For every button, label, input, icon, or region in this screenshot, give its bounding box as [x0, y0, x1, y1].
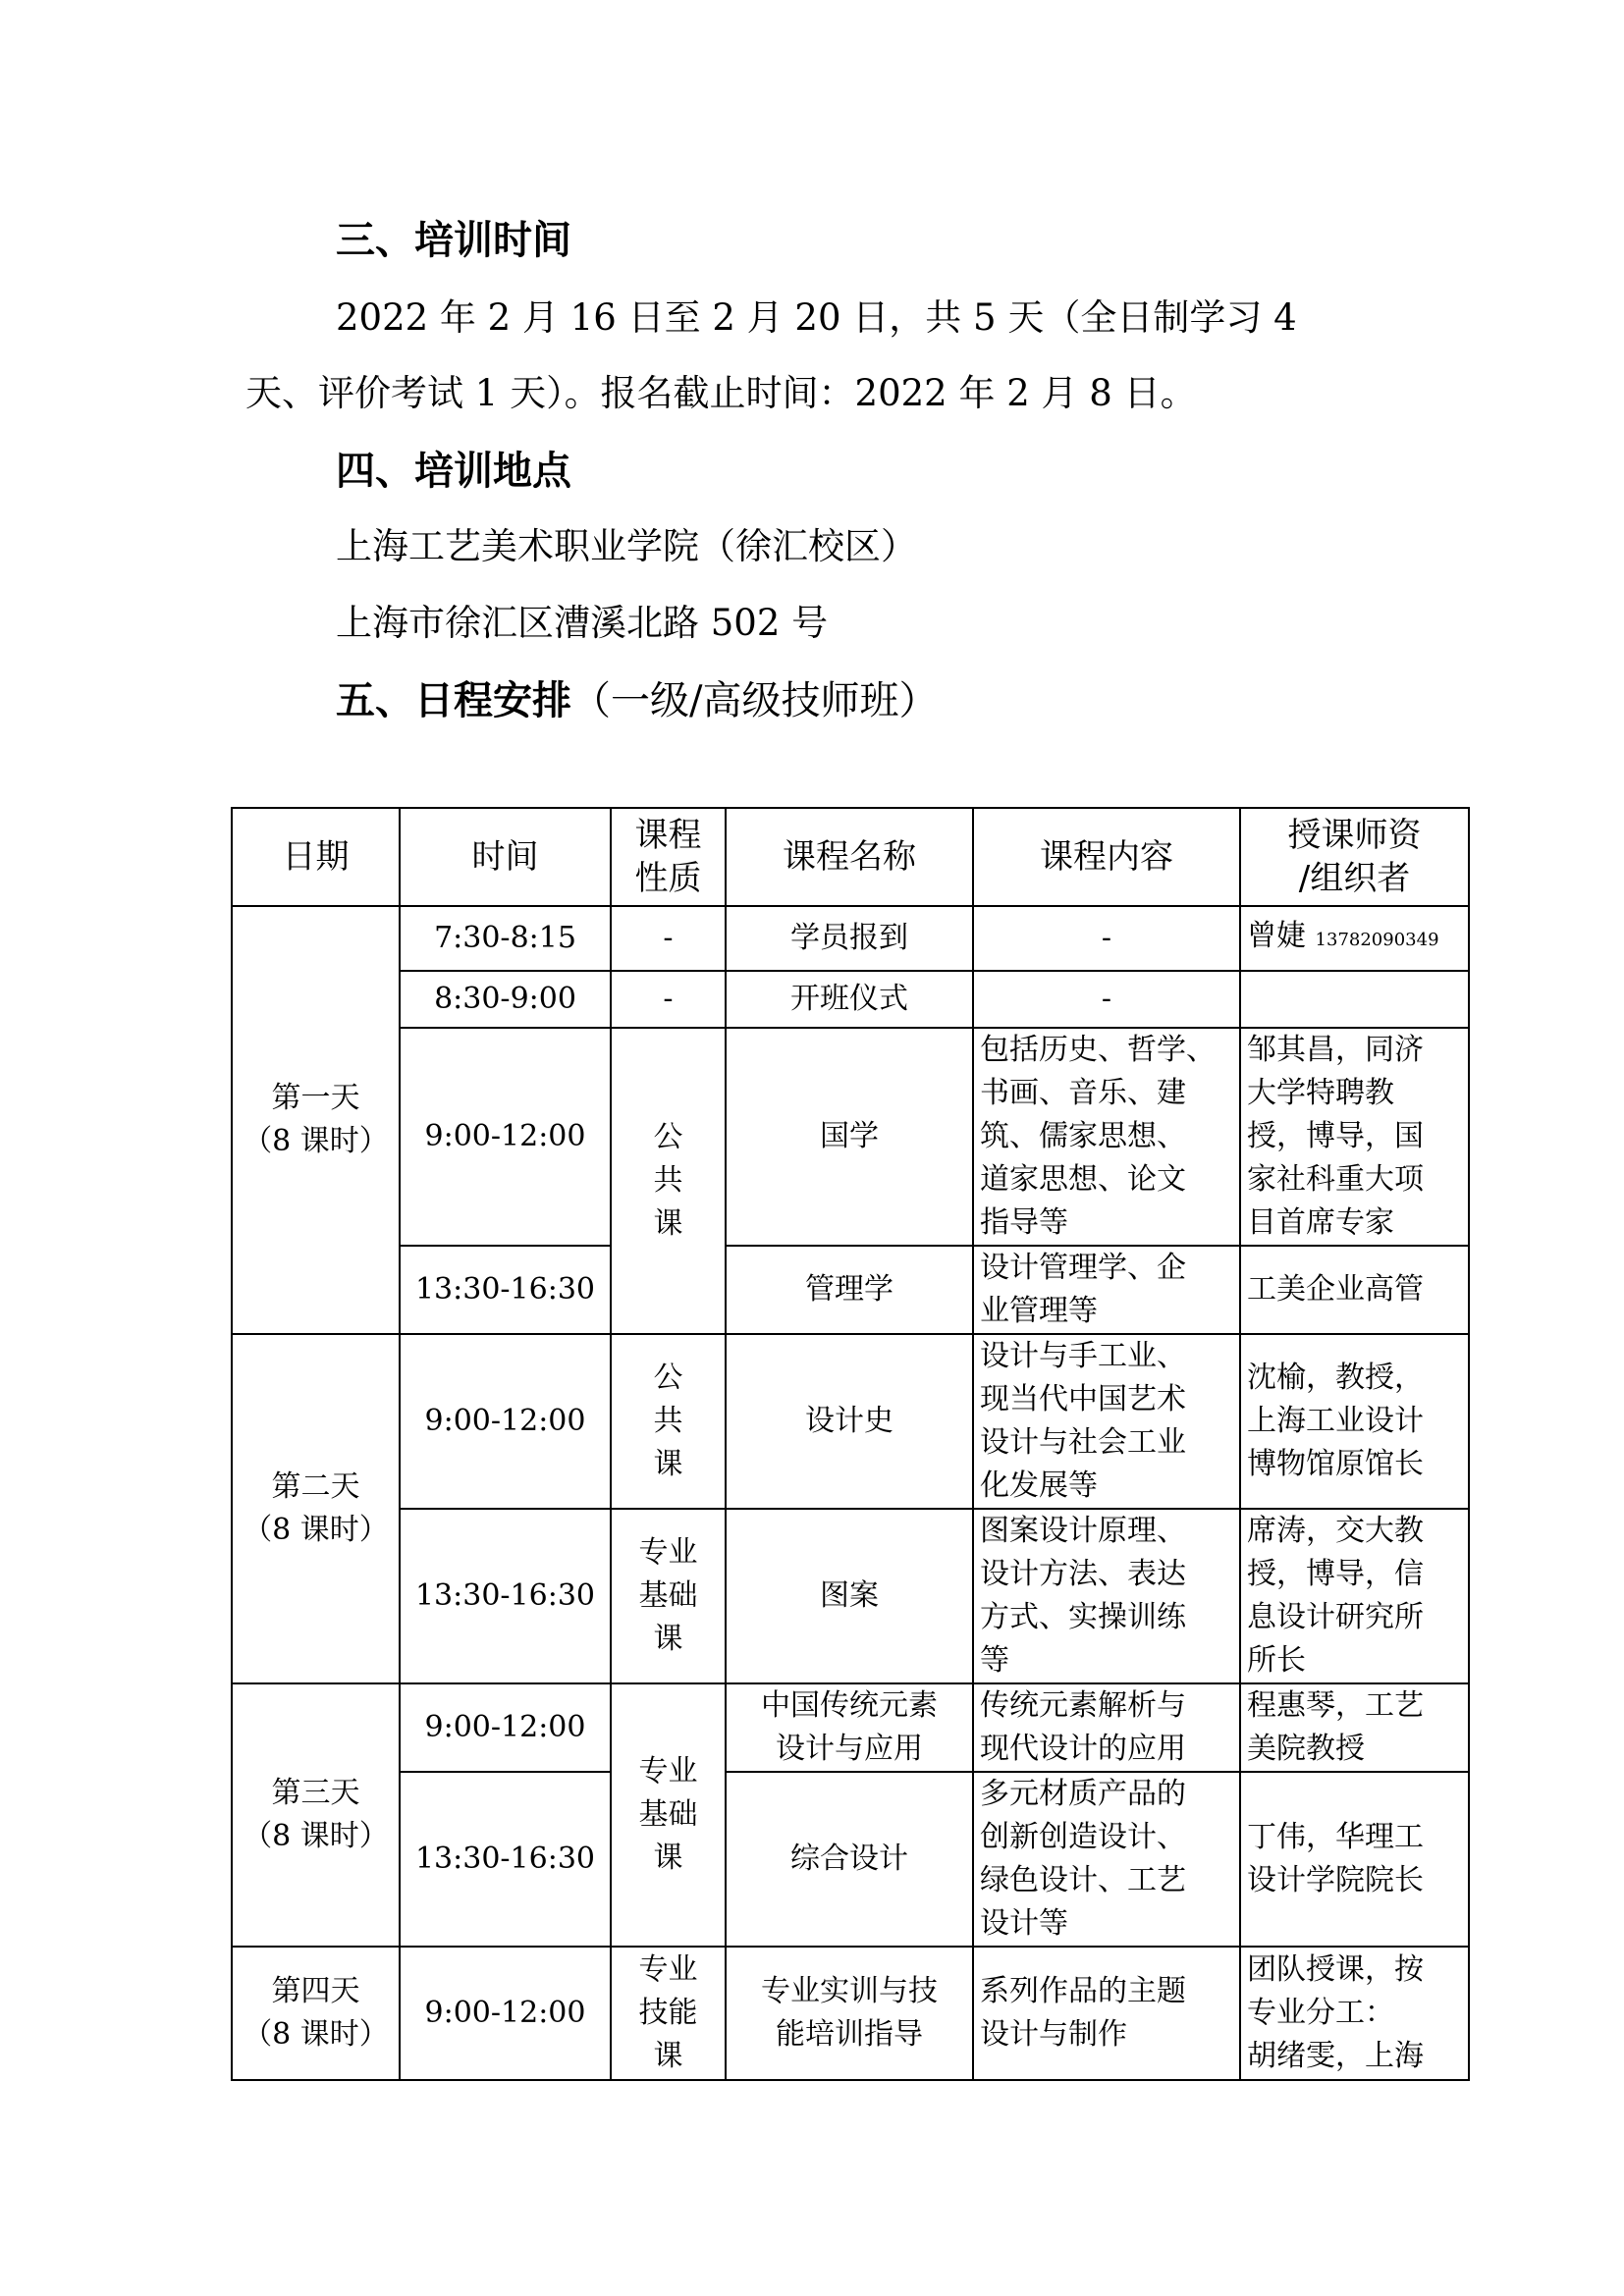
day1-r3-teacher-line: 邹其昌，同济 — [1247, 1033, 1424, 1067]
day2-r2-time: 13:30-16:30 — [400, 1509, 611, 1683]
day2-r1-teacher-line: 博物馆原馆长 — [1247, 1447, 1424, 1481]
day3-r2-content-line: 多元材质产品的 — [980, 1777, 1186, 1811]
section-heading-training-location: 四、培训地点 — [336, 449, 571, 494]
day2-r2-content — [973, 1509, 1240, 1683]
day1-r3-teacher-line: 大学特聘教 — [1247, 1076, 1394, 1110]
header-course-type-line-1: 课程 — [634, 816, 702, 855]
day1-r1-type: - — [611, 906, 726, 971]
day4-label — [232, 1947, 400, 2080]
day4-r1-type-line: 技能 — [638, 1996, 698, 2030]
day4-r1-content-line: 系列作品的主题 — [980, 1974, 1186, 2008]
day1-r4-name: 管理学 — [726, 1246, 973, 1334]
training-location-line-1: 上海工艺美术职业学院（徐汇校区） — [336, 525, 917, 567]
day1-r1-teacher-phone: 13782090349 — [1315, 930, 1439, 950]
day1-r1-teacher — [1240, 906, 1469, 971]
header-course-type — [611, 808, 726, 906]
schedule-heading-suffix: （一级/高级技师班） — [571, 678, 939, 723]
day2-r2-teacher-line: 所长 — [1247, 1643, 1306, 1678]
day3-label-line-2: （8 课时） — [243, 1819, 389, 1853]
day3-r1-content — [973, 1683, 1240, 1772]
day2-r2-type-line: 专业 — [638, 1535, 698, 1570]
day3-r1-name-line: 中国传统元素 — [761, 1688, 938, 1723]
day1-r1-name: 学员报到 — [726, 906, 973, 971]
day2-r1-type-line: 公 — [653, 1361, 683, 1395]
day2-label — [232, 1334, 400, 1683]
day3-label — [232, 1683, 400, 1947]
day1-r1-teacher-name: 曾婕 — [1247, 919, 1306, 953]
section-heading-schedule — [336, 678, 939, 723]
day4-r1-content — [973, 1947, 1240, 2080]
day1-r3-name: 国学 — [726, 1028, 973, 1246]
day4-r1-type-line: 课 — [653, 2039, 683, 2073]
day1-r4-content-line: 设计管理学、企 — [980, 1251, 1186, 1285]
day3-r1-time: 9:00-12:00 — [400, 1683, 611, 1772]
day2-r1-type-line: 共 — [653, 1404, 683, 1438]
table-row — [232, 971, 1469, 1028]
day3-r2-content-line: 设计等 — [980, 1906, 1068, 1941]
day1-shared-type — [611, 1028, 726, 1334]
day2-r2-type-line: 课 — [653, 1622, 683, 1656]
day1-r2-name: 开班仪式 — [726, 971, 973, 1028]
day2-r2-name: 图案 — [726, 1509, 973, 1683]
day1-r3-content — [973, 1028, 1240, 1246]
day2-r2-teacher-line: 席涛，交大教 — [1247, 1514, 1424, 1548]
day2-r1-teacher — [1240, 1334, 1469, 1509]
day3-r2-time: 13:30-16:30 — [400, 1772, 611, 1947]
day1-r3-content-line: 指导等 — [980, 1205, 1068, 1240]
table-row — [232, 1334, 1469, 1509]
day2-r1-content-line: 现当代中国艺术 — [980, 1382, 1186, 1416]
training-time-line-1: 2022 年 2 月 16 日至 2 月 20 日，共 5 天（全日制学习 4 — [336, 296, 1297, 339]
day4-r1-time: 9:00-12:00 — [400, 1947, 611, 2080]
day2-r1-content-line: 设计与社会工业 — [980, 1425, 1186, 1460]
day1-label-line-1: 第一天 — [271, 1081, 360, 1115]
day3-type-line: 课 — [653, 1841, 683, 1875]
training-time-line-2: 天、评价考试 1 天）。报名截止时间：2022 年 2 月 8 日。 — [245, 372, 1197, 414]
day4-r1-name-line: 专业实训与技 — [761, 1974, 938, 2008]
day3-r2-name: 综合设计 — [726, 1772, 973, 1947]
day1-label-line-2: （8 课时） — [243, 1124, 389, 1158]
day1-r3-teacher-line: 家社科重大项 — [1247, 1162, 1424, 1197]
day2-r2-teacher-line: 授，博导，信 — [1247, 1557, 1424, 1591]
day2-r2-teacher-line: 息设计研究所 — [1247, 1600, 1424, 1634]
table-header-row — [232, 808, 1469, 906]
header-teacher-line-1: 授课师资 — [1287, 816, 1422, 855]
day1-r3-content-line: 筑、儒家思想、 — [980, 1119, 1186, 1153]
day3-r2-content — [973, 1772, 1240, 1947]
day2-r2-type-line: 基础 — [638, 1578, 698, 1613]
day2-label-line-1: 第二天 — [271, 1469, 360, 1504]
day1-r2-content: - — [973, 971, 1240, 1028]
day2-r2-content-line: 等 — [980, 1643, 1009, 1678]
day4-r1-teacher — [1240, 1947, 1469, 2080]
schedule-table — [231, 807, 1470, 2081]
header-date: 日期 — [232, 808, 400, 906]
section-heading-training-time: 三、培训时间 — [336, 218, 571, 263]
day2-r1-name: 设计史 — [726, 1334, 973, 1509]
day1-r3-teacher-line: 授，博导，国 — [1247, 1119, 1424, 1153]
day1-r4-time: 13:30-16:30 — [400, 1246, 611, 1334]
day1-r3-content-line: 书画、音乐、建 — [980, 1076, 1186, 1110]
day1-r3-content-line: 道家思想、论文 — [980, 1162, 1186, 1197]
day2-r1-content — [973, 1334, 1240, 1509]
day1-r1-content: - — [973, 906, 1240, 971]
day3-r2-content-line: 绿色设计、工艺 — [980, 1863, 1186, 1897]
table-row — [232, 906, 1469, 971]
day1-type-line-3: 课 — [653, 1206, 683, 1241]
day2-r1-type-line: 课 — [653, 1447, 683, 1481]
header-course-type-line-2: 性质 — [634, 859, 702, 898]
day1-r2-type: - — [611, 971, 726, 1028]
day4-r1-teacher-line: 专业分工： — [1247, 1996, 1394, 2030]
day3-label-line-1: 第三天 — [271, 1776, 360, 1810]
training-location-line-2: 上海市徐汇区漕溪北路 502 号 — [336, 602, 829, 644]
day2-r2-content-line: 图案设计原理、 — [980, 1514, 1186, 1548]
day1-r3-teacher — [1240, 1028, 1469, 1246]
day2-r2-type — [611, 1509, 726, 1683]
day1-r2-time: 8:30-9:00 — [400, 971, 611, 1028]
table-row — [232, 1683, 1469, 1772]
day4-r1-name-line: 能培训指导 — [776, 2017, 923, 2052]
day1-type-line-2: 共 — [653, 1163, 683, 1198]
day3-r2-teacher — [1240, 1772, 1469, 1947]
day3-r1-teacher — [1240, 1683, 1469, 1772]
table-row — [232, 1947, 1469, 2080]
day4-r1-teacher-line: 胡绪雯，上海 — [1247, 2039, 1424, 2073]
day4-r1-type-line: 专业 — [638, 1952, 698, 1987]
day1-r2-teacher — [1240, 971, 1469, 1028]
table-row — [232, 1246, 1469, 1334]
day2-r1-type — [611, 1334, 726, 1509]
schedule-heading-main: 五、日程安排 — [336, 678, 571, 723]
day4-r1-content-line: 设计与制作 — [980, 2017, 1127, 2052]
header-teacher — [1240, 808, 1469, 906]
header-teacher-line-2: /组织者 — [1298, 859, 1411, 898]
day4-r1-type — [611, 1947, 726, 2080]
day2-r2-content-line: 方式、实操训练 — [980, 1600, 1186, 1634]
day3-r2-teacher-line: 丁伟，华理工 — [1247, 1820, 1424, 1854]
day2-r1-teacher-line: 沈榆，教授， — [1247, 1361, 1424, 1395]
day1-type-line-1: 公 — [653, 1120, 683, 1154]
header-time: 时间 — [400, 808, 611, 906]
day2-r2-content-line: 设计方法、表达 — [980, 1557, 1186, 1591]
day4-label-line-2: （8 课时） — [243, 2017, 389, 2052]
day3-r1-teacher-line: 美院教授 — [1247, 1732, 1365, 1766]
day1-r4-content-line: 业管理等 — [980, 1294, 1098, 1328]
day2-r1-time: 9:00-12:00 — [400, 1334, 611, 1509]
table-row — [232, 1028, 1469, 1246]
day4-label-line-1: 第四天 — [271, 1974, 360, 2008]
table-row — [232, 1509, 1469, 1683]
header-course-content: 课程内容 — [973, 808, 1240, 906]
day1-r1-time: 7:30-8:15 — [400, 906, 611, 971]
day1-r3-time: 9:00-12:00 — [400, 1028, 611, 1246]
day4-r1-teacher-line: 团队授课，按 — [1247, 1952, 1424, 1987]
day3-r2-content-line: 创新创造设计、 — [980, 1820, 1186, 1854]
header-course-name: 课程名称 — [726, 808, 973, 906]
table-row — [232, 1772, 1469, 1947]
day3-r1-name-line: 设计与应用 — [776, 1732, 923, 1766]
day3-shared-type — [611, 1683, 726, 1947]
day1-label — [232, 906, 400, 1334]
day2-r1-teacher-line: 上海工业设计 — [1247, 1404, 1424, 1438]
day3-r1-content-line: 现代设计的应用 — [980, 1732, 1186, 1766]
day2-label-line-2: （8 课时） — [243, 1513, 389, 1547]
day1-r3-content-line: 包括历史、哲学、 — [980, 1033, 1216, 1067]
day3-r1-teacher-line: 程惠琴，工艺 — [1247, 1688, 1424, 1723]
day3-r1-content-line: 传统元素解析与 — [980, 1688, 1186, 1723]
day1-r3-teacher-line: 目首席专家 — [1247, 1205, 1394, 1240]
day3-type-line: 专业 — [638, 1754, 698, 1789]
day2-r1-content-line: 设计与手工业、 — [980, 1339, 1186, 1373]
day3-type-line: 基础 — [638, 1797, 698, 1832]
day3-r2-teacher-line: 设计学院院长 — [1247, 1863, 1424, 1897]
day1-r4-content — [973, 1246, 1240, 1334]
day3-r1-name — [726, 1683, 973, 1772]
day1-r4-teacher: 工美企业高管 — [1240, 1246, 1469, 1334]
day2-r2-teacher — [1240, 1509, 1469, 1683]
day4-r1-name — [726, 1947, 973, 2080]
day2-r1-content-line: 化发展等 — [980, 1468, 1098, 1503]
